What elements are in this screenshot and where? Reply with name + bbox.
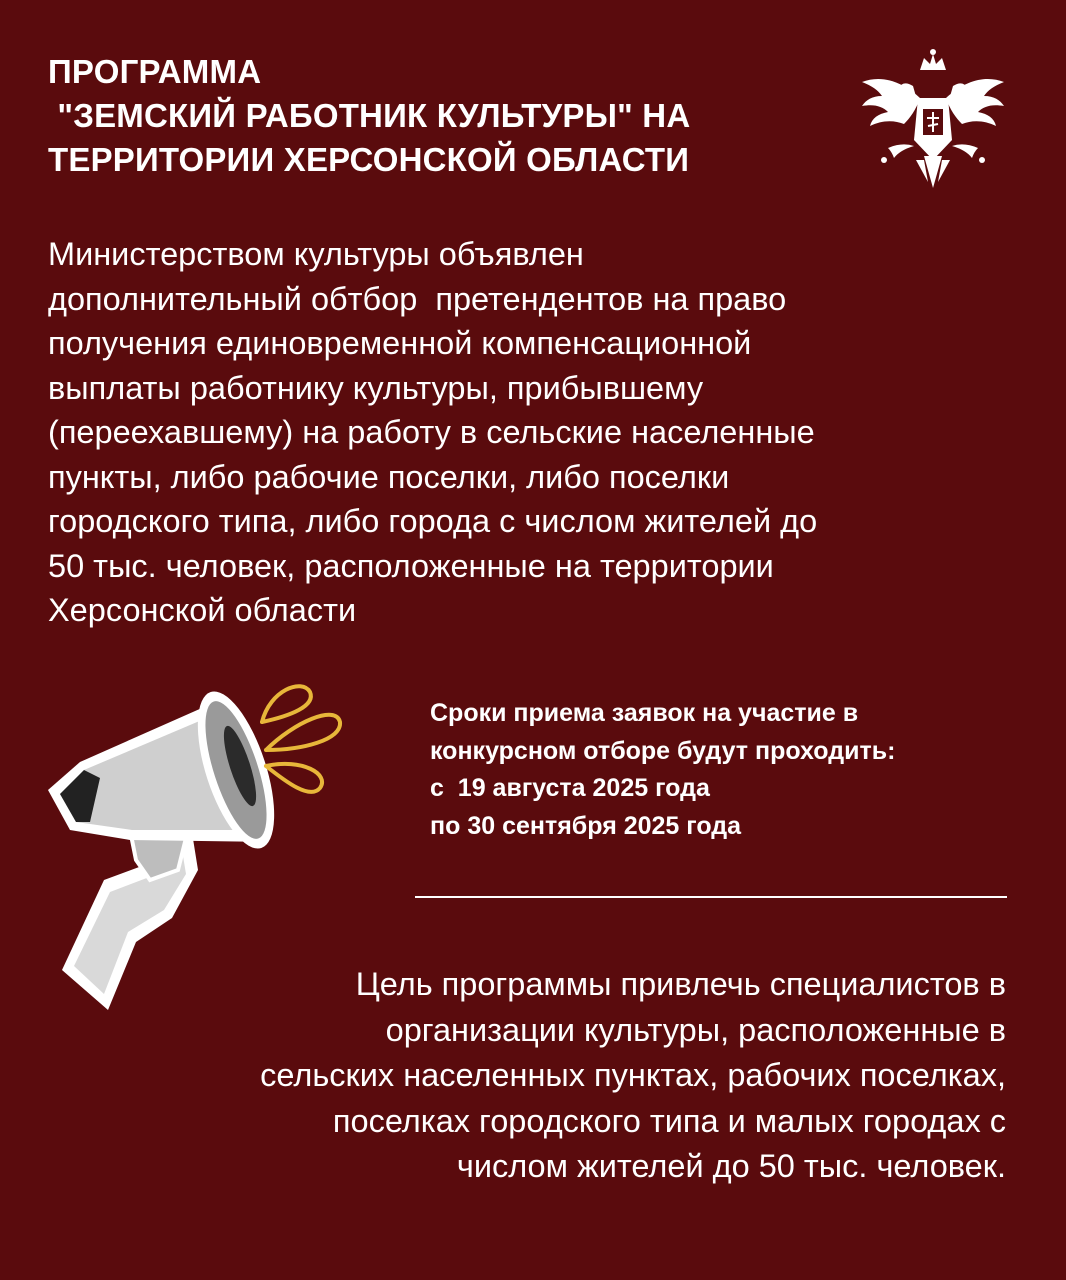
goal-line: сельских населенных пунктах, рабочих поселках, <box>260 1057 1006 1093</box>
intro-line: 50 тыс. человек, расположенные на территории <box>48 547 774 584</box>
title-line: ПРОГРАММА <box>48 53 262 90</box>
intro-text <box>48 232 1028 633</box>
intro-line: получения единовременной компенсационной <box>48 325 752 361</box>
intro-line: пункты, либо рабочие поселки, либо поселки <box>48 458 730 495</box>
dates-line: по 30 сентября 2025 года <box>430 811 742 840</box>
dates-line: конкурсном отборе будут проходить: <box>430 736 896 765</box>
title-line: "ЗЕМСКИЙ РАБОТНИК КУЛЬТУРЫ" НА <box>48 97 691 134</box>
intro-line: выплаты работнику культуры, прибывшему <box>48 369 704 406</box>
page-title <box>48 50 808 182</box>
program-goal <box>26 962 1006 1190</box>
application-dates <box>430 695 1030 845</box>
intro-line: городского типа, либо города с числом жителей до <box>48 503 818 539</box>
double-headed-eagle-icon <box>858 48 1008 204</box>
intro-line: Министерством культуры объявлен <box>48 236 584 272</box>
goal-line: Цель программы привлечь специалистов в <box>355 966 1006 1002</box>
intro-line: дополнительный обтбор претендентов на право <box>48 280 787 317</box>
dates-line: Сроки приема заявок на участие в <box>430 699 859 727</box>
intro-line: (переехавшему) на работу в сельские населенные <box>48 414 815 450</box>
intro-line: Херсонской области <box>48 592 357 628</box>
dates-line: с 19 августа 2025 года <box>430 774 710 802</box>
title-line: ТЕРРИТОРИИ ХЕРСОНСКОЙ ОБЛАСТИ <box>48 141 690 178</box>
goal-line: организации культуры, расположенные в <box>385 1011 1006 1048</box>
divider <box>415 896 1007 898</box>
goal-line: поселках городского типа и малых городах с <box>332 1102 1006 1139</box>
goal-line: числом жителей до 50 тыс. человек. <box>456 1148 1006 1184</box>
